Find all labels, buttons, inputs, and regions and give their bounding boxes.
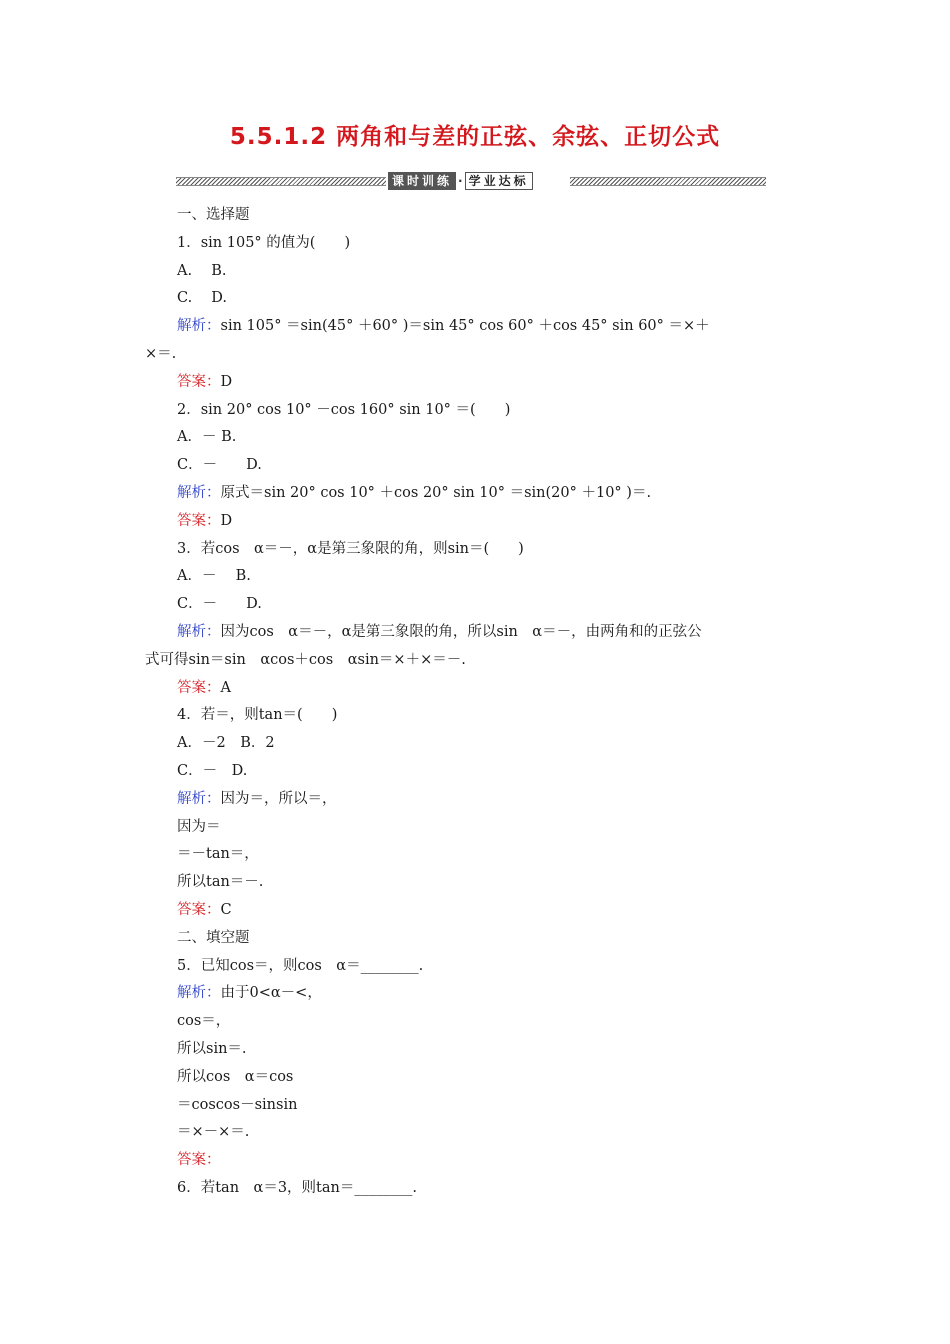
q5-analysis-step: ＝coscos－sinsin: [177, 1096, 298, 1113]
q5-stem: 5．已知cos＝，则cos α＝________.: [177, 957, 424, 974]
q2-analysis: [145, 480, 815, 508]
q1-stem: 1．sin 105° 的值为( ): [177, 234, 351, 251]
q4-analysis-step: ＝－tan＝，: [177, 846, 259, 863]
q2-options-ab: A．－ B.: [177, 429, 237, 446]
q4-stem: 4．若＝，则tan＝( ): [177, 707, 338, 724]
q4-analysis-step: 所以tan＝－.: [177, 874, 264, 891]
q2-stem: 2．sin 20° cos 10° －cos 160° sin 10° ＝( ): [177, 401, 511, 418]
q4-options-ab: A．－2 B．2: [177, 735, 275, 752]
analysis-label: 解析：: [177, 318, 221, 335]
page-title: 5.5.1.2 两角和与差的正弦、余弦、正切公式: [229, 124, 721, 150]
q1-options-ab: A. B.: [177, 262, 227, 279]
banner-label-standard: 学业达标: [465, 172, 533, 190]
analysis-label: 解析：: [177, 623, 221, 640]
q4-answer-value: C: [220, 901, 232, 918]
q3-analysis-text: 因为cos α＝－，α是第三象限的角，所以sin α＝－，由两角和的正弦公: [220, 623, 702, 640]
q5-analysis: [145, 980, 815, 1008]
q3-analysis-cont: 式可得sin＝sin αcos＋cos αsin＝×＋×＝－.: [145, 651, 466, 668]
banner-hatch-left: [176, 177, 386, 186]
q5-analysis-text: 由于0<α－<，: [220, 985, 322, 1002]
answer-label: 答案：: [177, 373, 221, 390]
q3-analysis: [145, 619, 815, 647]
q1-answer: [145, 369, 815, 397]
q3-options-ab: A．－ B.: [177, 568, 251, 585]
answer-label: 答案：: [177, 679, 221, 696]
q5-analysis-step: 所以cos α＝cos: [177, 1068, 294, 1085]
q5-analysis-step: ＝×－×＝.: [177, 1124, 250, 1141]
q2-answer-value: D: [220, 512, 233, 529]
q2-answer: [145, 508, 815, 536]
analysis-label: 解析：: [177, 985, 221, 1002]
analysis-label: 解析：: [177, 790, 221, 807]
document-body: [145, 202, 815, 1203]
q3-answer: [145, 675, 815, 703]
answer-label: 答案：: [177, 512, 221, 529]
q5-analysis-step: 所以sin＝.: [177, 1040, 247, 1057]
banner-badge: [388, 172, 568, 190]
q6-stem: 6．若tan α＝3，则tan＝________.: [177, 1179, 417, 1196]
q2-options-cd: C．－ D.: [177, 457, 262, 474]
q1-analysis-cont: ×＝.: [145, 345, 177, 362]
q1-analysis-text: sin 105° ＝sin(45° ＋60° )＝sin 45° cos 60° ＋cos 45° sin 60° ＝×＋: [220, 318, 710, 335]
section-heading-fill: 二、填空题: [177, 929, 250, 946]
q1-analysis: [145, 313, 815, 341]
q3-stem: 3．若cos α＝－，α是第三象限的角，则sin＝( ): [177, 540, 524, 557]
q4-options-cd: C．－ D.: [177, 762, 248, 779]
q5-analysis-step: cos＝，: [177, 1013, 231, 1030]
q3-answer-value: A: [220, 679, 231, 696]
answer-label: 答案：: [177, 1152, 221, 1169]
q5-answer: [145, 1147, 815, 1175]
q4-analysis: [145, 786, 815, 814]
q4-analysis-text: 因为＝，所以＝，: [220, 790, 337, 807]
q4-answer: [145, 897, 815, 925]
banner-dot: ·: [458, 174, 463, 188]
analysis-label: 解析：: [177, 484, 221, 501]
q1-answer-value: D: [220, 373, 233, 390]
q4-analysis-step: 因为＝: [177, 818, 221, 835]
section-banner: [176, 172, 766, 190]
answer-label: 答案：: [177, 901, 221, 918]
q1-options-cd: C. D.: [177, 290, 228, 307]
section-heading-choice: 一、选择题: [177, 207, 250, 223]
banner-hatch-right: [570, 177, 766, 186]
q2-analysis-text: 原式＝sin 20° cos 10° ＋cos 20° sin 10° ＝sin(20° ＋10° )＝.: [220, 484, 652, 501]
banner-label-practice: 课时训练: [388, 172, 456, 190]
q3-options-cd: C．－ D.: [177, 596, 262, 613]
